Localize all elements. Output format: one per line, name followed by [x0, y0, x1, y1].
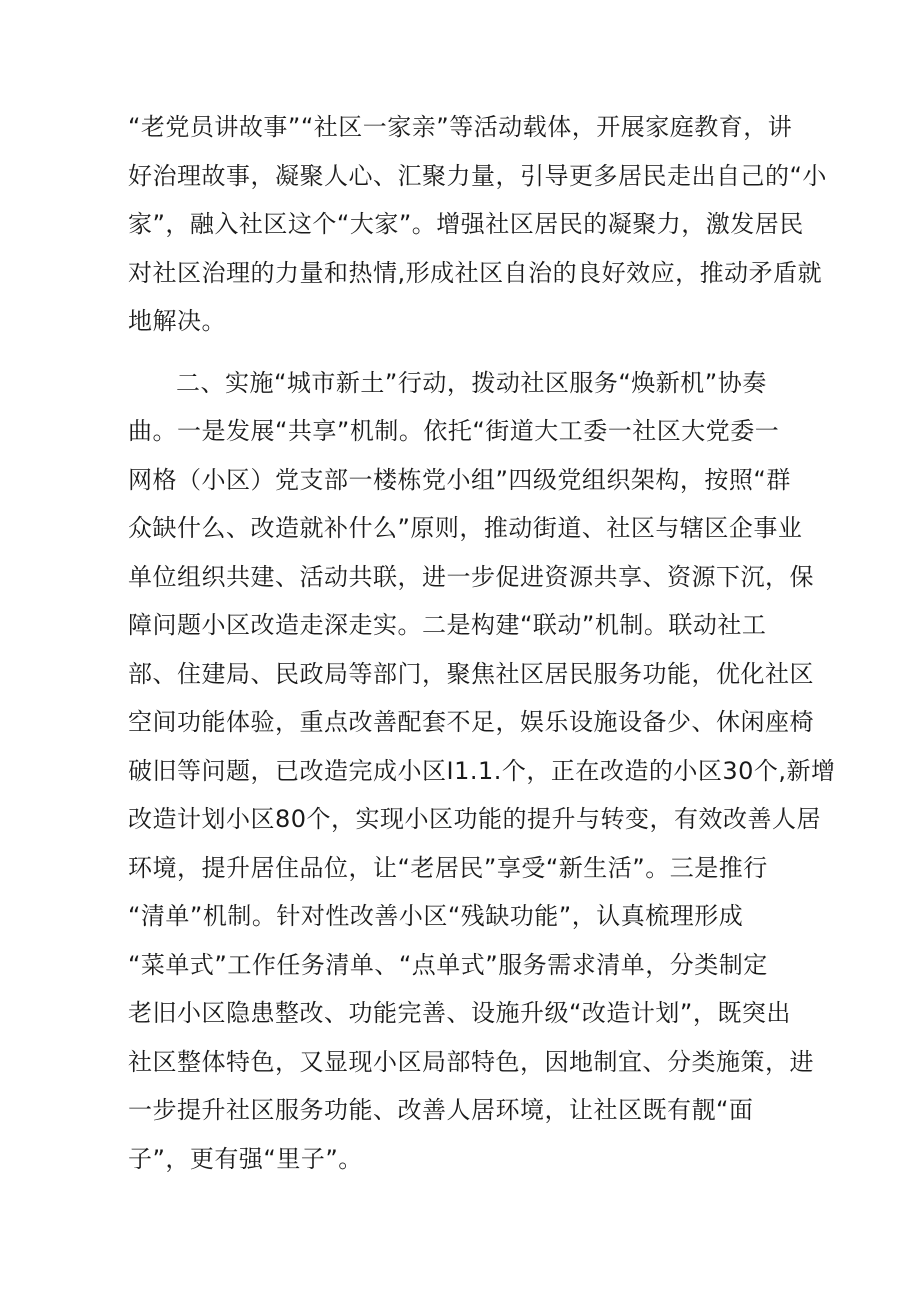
text-line: 空间功能体验，重点改善配套不足，娱乐设施设备少、休闲座椅 — [128, 708, 814, 736]
text-line: “老党员讲故事”“社区一家亲”等活动载体，开展家庭教育，讲 — [128, 113, 793, 141]
text-line: 单位组织共建、活动共联，进一步促进资源共享、资源下沉，保 — [128, 563, 814, 591]
text-line: 老旧小区隐患整改、功能完善、设施升级“改造计划”，既突出 — [128, 999, 791, 1027]
text-line: 家”，融入社区这个“大家”。增强社区居民的凝聚力，激发居民 — [128, 210, 804, 238]
text-line: 一步提升社区服务功能、改善人居环境，让社区既有靓“面 — [128, 1096, 754, 1124]
text-line: “清单”机制。针对性改善小区“残缺功能”，认真梳理形成 — [128, 902, 744, 930]
text-line: “菜单式”工作任务清单、“点单式”服务需求清单，分类制定 — [128, 951, 768, 979]
text-line: 破旧等问题，已改造完成小区I1.1.个，正在改造的小区30个,新增 — [128, 757, 836, 785]
text-line: 对社区治理的力量和热情,形成社区自治的良好效应，推动矛盾就 — [128, 259, 823, 287]
text-line: 众缺什么、改造就补什么”原则，推动街道、社区与辖区企事业 — [128, 514, 803, 542]
text-line: 部、住建局、民政局等部门，聚焦社区居民服务功能，优化社区 — [128, 660, 814, 688]
text-line: 子”，更有强“里子”。 — [128, 1145, 363, 1173]
text-line: 二、实施“城市新土”行动，拨动社区服务“焕新机”协奏 — [176, 369, 767, 397]
text-line: 网格（小区）党支部一楼栋党小组”四级党组织架构，按照“群 — [128, 466, 791, 494]
text-line: 障问题小区改造走深走实。二是构建“联动”机制。联动社工 — [128, 611, 767, 639]
text-line: 曲。一是发展“共享”机制。依托“街道大工委一社区大党委一 — [128, 417, 780, 445]
text-line: 好治理故事，凝聚人心、汇聚力量，引导更多居民走出自己的“小 — [128, 162, 827, 190]
text-line: 环境，提升居住品位，让“老居民”享受“新生活”。三是推行 — [128, 854, 768, 882]
text-line: 地解决。 — [128, 307, 226, 335]
text-line: 改造计划小区80个，实现小区功能的提升与转变，有效改善人居 — [128, 805, 822, 833]
text-line: 社区整体特色，又显现小区局部特色，因地制宜、分类施策，进 — [128, 1048, 814, 1076]
